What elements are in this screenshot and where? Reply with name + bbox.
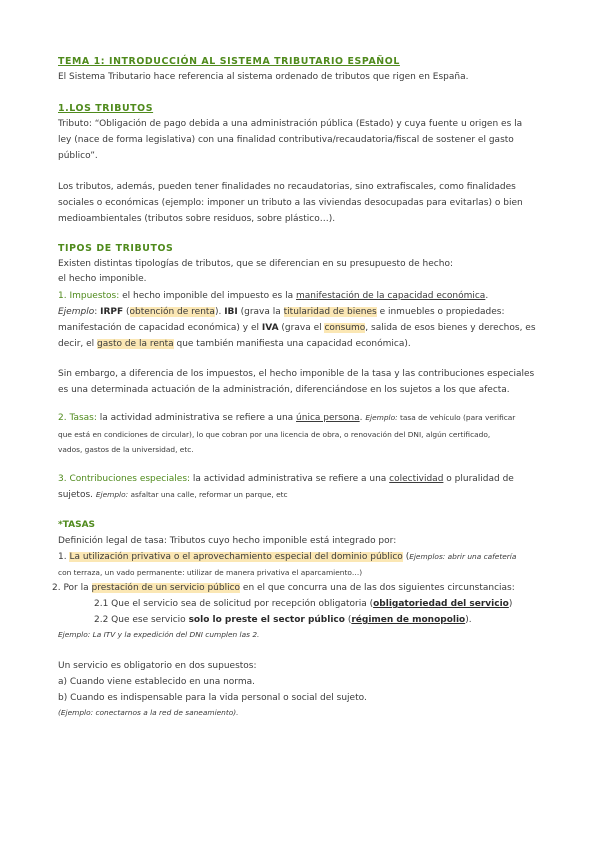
impuestos-end: . [485, 291, 489, 301]
section-los-tributos-heading: 1.LOS TRIBUTOS [58, 103, 154, 114]
gasto-renta-highlight: gasto de la renta [97, 339, 174, 349]
l5-b: (grava el [278, 323, 325, 333]
ejemplo-impuestos-line-3 [58, 338, 411, 350]
impuestos-label: 1. Impuestos: [58, 291, 120, 301]
l5-c: , salida de esos bienes y derechos, es [365, 323, 536, 333]
monopolio-underline: régimen de monopolio [351, 615, 466, 625]
ej-sep-d: (grava la [237, 307, 284, 317]
obligatorio-intro: Un servicio es obligatorio en dos supuestos: [58, 661, 257, 671]
iva-term: IVA [261, 323, 279, 333]
item2-b: en el que concurra una de las dos siguientes circunstancias: [240, 583, 515, 593]
tasas-line-2: que está en condiciones de circular), lo que cobran por una licencia de obra, o renovación del DNI, algún certificado, [58, 430, 491, 439]
tasas-ejemplo-label: Ejemplo: [365, 413, 398, 422]
titularidad-highlight: titularidad de bienes [283, 307, 377, 317]
tipos-intro-line-1: Existen distintas tipologías de tributos, que se diferencian en su presupuesto de hecho: [58, 259, 453, 269]
obligatorio-a: a) Cuando viene establecido en una norma. [58, 677, 255, 687]
sector-publico-bold: solo lo preste el sector público [188, 615, 345, 625]
section-tasas-heading: *TASAS [58, 520, 96, 530]
tasas-b: . [359, 413, 366, 423]
item1-num: 1. [58, 552, 70, 562]
tributo-def-line-3: público”. [58, 151, 98, 161]
l6-b: que también manifiesta una capacidad económica). [173, 339, 411, 349]
ej-sep-e: e inmuebles o propiedades: [376, 307, 505, 317]
doc-title: TEMA 1: INTRODUCCIÓN AL SISTEMA TRIBUTARIO ESPAÑOL [58, 56, 400, 67]
finalidades-line-3: medioambientales (tributos sobre residuos, sobre plástico…). [58, 214, 336, 224]
item1-ejemplos-text: abrir una cafetería [445, 552, 517, 561]
s21-c: ) [508, 599, 513, 609]
impuestos-text: el hecho imponible del impuesto es la [119, 291, 296, 301]
saneamiento-example: (Ejemplo: conectarnos a la red de saneamiento). [58, 708, 239, 717]
s21-a: 2.1 Que el servicio sea de solicitud por recepción obligatoria ( [94, 599, 374, 609]
tasa-item-1-line-2: con terraza, un vado permanente: utilizar de manera privativa el aparcamiento…) [58, 568, 363, 577]
servicio-publico-highlight: prestación de un servicio público [91, 583, 241, 593]
ibi-term: IBI [224, 307, 238, 317]
s22-e: ). [465, 615, 472, 625]
itv-dni-example: Ejemplo: La ITV y la expedición del DNI cumplen las 2. [58, 630, 260, 639]
capacidad-economica-underline: manifestación de la capacidad económica [296, 291, 486, 301]
tributo-def-line-1: Tributo: “Obligación de pago debida a una administración pública (Estado) y cuya fuente u origen es la [58, 119, 523, 129]
unica-persona-underline: única persona [296, 413, 360, 423]
ce-a: la actividad administrativa se refiere a una [190, 474, 390, 484]
tasas-ejemplo-text: tasa de vehículo (para verificar [397, 413, 516, 422]
tributo-def-line-2: ley (nace de forma legislativa) con una finalidad contributiva/recaudatoria/fiscal de sostener el gasto [58, 135, 514, 145]
item1-ejemplos-label: Ejemplos: [409, 552, 446, 561]
irpf-term: IRPF [100, 307, 124, 317]
contribuciones-line-1 [58, 473, 514, 485]
item1-a: ( [402, 552, 410, 562]
section-tipos-heading: TIPOS DE TRIBUTOS [58, 243, 174, 254]
tasa-item-2-line [52, 582, 515, 594]
ejemplo-impuestos-line-2 [58, 322, 536, 334]
tipos-intro-line-2: el hecho imponible. [58, 274, 147, 284]
obtencion-renta-highlight: obtención de renta [129, 307, 215, 317]
s22-c: ( [344, 615, 352, 625]
ej-sep-b: ( [123, 307, 130, 317]
finalidades-line-2: sociales o económicas (ejemplo: imponer un tributo a las viviendas desocupadas para evitarlas) o bien [58, 198, 523, 208]
ce2-ejemplo-label: Ejemplo: [95, 490, 129, 499]
dominio-publico-highlight: La utilización privativa o el aprovechamiento especial del dominio público [69, 552, 403, 562]
ce2-ejemplo-text: asfaltar una calle, reformar un parque, etc [128, 490, 288, 499]
tasas-label: 2. Tasas: [58, 413, 97, 423]
ce2-a: sujetos. [58, 490, 96, 500]
ejemplo-label: Ejemplo [58, 307, 95, 317]
ej-sep-a: : [94, 307, 101, 317]
intro-line: El Sistema Tributario hace referencia al sistema ordenado de tributos que rigen en España. [58, 72, 469, 82]
ej-sep-c: ). [214, 307, 225, 317]
contribuciones-label: 3. Contribuciones especiales: [58, 474, 191, 484]
tasa-definicion-line: Definición legal de tasa: Tributos cuyo hecho imponible está integrado por: [58, 536, 397, 546]
subitem-2-2-line [94, 614, 472, 626]
contribuciones-line-2 [58, 489, 288, 501]
tasas-line-1 [58, 412, 515, 424]
l5-a: manifestación de capacidad económica) y el [58, 323, 262, 333]
impuestos-line [58, 290, 488, 302]
obligatoriedad-underline: obligatoriedad del servicio [373, 599, 509, 609]
tasas-line-3: vados, gastos de la universidad, etc. [58, 445, 194, 454]
obligatorio-b: b) Cuando es indispensable para la vida personal o social del sujeto. [58, 693, 367, 703]
diferencia-line-1: Sin embargo, a diferencia de los impuestos, el hecho imponible de la tasa y las contribuciones especiales [58, 369, 535, 379]
ejemplo-impuestos-line-1 [58, 306, 505, 318]
finalidades-line-1: Los tributos, además, pueden tener finalidades no recaudatorias, sino extrafiscales, como finalidades [58, 182, 516, 192]
tasas-a: la actividad administrativa se refiere a una [96, 413, 297, 423]
diferencia-line-2: es una determinada actuación de la administración, diferenciándose en los sujetos a los que afecta. [58, 385, 510, 395]
s22-a: 2.2 Que ese servicio [94, 615, 189, 625]
consumo-highlight: consumo [324, 323, 366, 333]
subitem-2-1-line [94, 598, 512, 610]
ce-b: o pluralidad de [443, 474, 514, 484]
tasa-item-1-line-1 [58, 551, 516, 563]
colectividad-underline: colectividad [389, 474, 444, 484]
l6-a: decir, el [58, 339, 98, 349]
item2-a: 2. Por la [52, 583, 92, 593]
